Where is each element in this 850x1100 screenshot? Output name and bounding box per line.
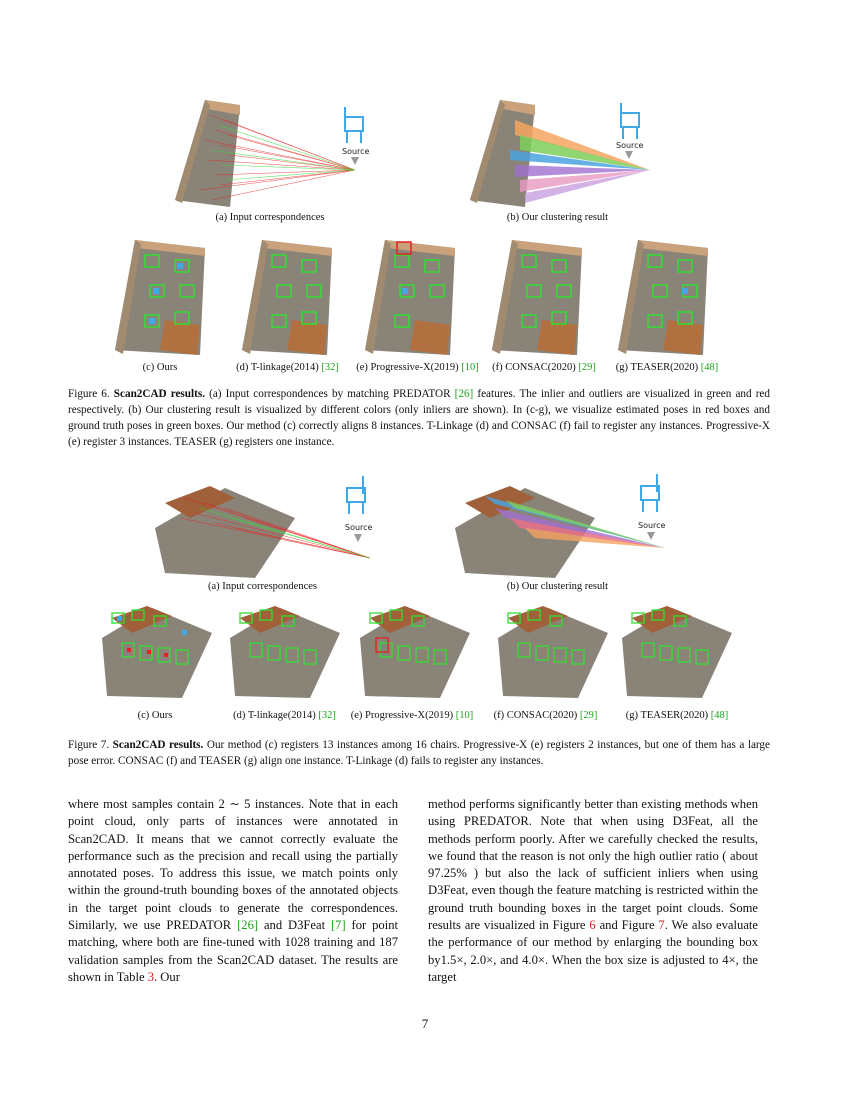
fig6-panel-f-label: (f) CONSAC(2020) [29] <box>492 362 596 373</box>
fig7a-source-label: Source <box>345 523 373 532</box>
right-paragraph: method performs significantly better than existing methods when using PREDATOR. Note that when using D3Feat, all the methods perform poorly. After we carefully checked the results, we found that the reason is not only the high outlier ratio ( about 97.25% ) but also the lack of sufficient inliers when using D3Feat, even though the feature matching is restricted within the ground truth bounding boxes in the target point clouds. Some results are visualized in Figure 6 and Figure 7. We also evaluate the performance of our method by enlarging the bounding box by1.5×, 2.0×, and 4.0×. When the box size is adjusted to 4×, the target <box>428 797 758 984</box>
fig7-panel-g-image <box>612 598 737 703</box>
figure-7 <box>0 460 850 770</box>
fig6b-source-label: Source <box>616 141 644 150</box>
fig7-panel-c-image <box>92 598 217 703</box>
body-right-column <box>428 796 758 986</box>
fig6-panel-a-label: (a) Input correspondences <box>215 212 325 223</box>
figure-7-caption: Figure 7. Scan2CAD results. Our method (c) registers 13 instances among 16 chairs. Progressive-X (e) registers 2 instances, but one of them has a large pose error. CONSAC (f) and TEASER (g) align one instance. T-Linkage (d) fails to register any instances. <box>68 739 770 767</box>
fig7-panel-e-image <box>350 598 475 703</box>
fig6-panel-b-label: (b) Our clustering result <box>506 212 609 223</box>
fig6-panel-b-image <box>465 95 675 210</box>
fig7-panel-a-image <box>135 468 385 578</box>
fig6-panel-d-label: (d) T-linkage(2014) [32] <box>236 362 339 373</box>
fig6-panel-e-image <box>355 230 467 360</box>
fig6-panel-c-image <box>105 230 217 360</box>
fig6-panel-g-image <box>608 230 720 360</box>
fig6-panel-f-image <box>482 230 594 360</box>
fig7-panel-a-label: (a) Input correspondences <box>207 581 318 592</box>
page-number: 7 <box>421 1016 429 1031</box>
figure-6 <box>0 0 850 460</box>
fig7-panel-d-image <box>220 598 345 703</box>
fig7-panel-g-label: (g) TEASER(2020) [48] <box>625 710 729 721</box>
fig7-panel-f-image <box>488 598 613 703</box>
fig6-panel-d-image <box>232 230 344 360</box>
fig7-panel-b-label: (b) Our clustering result <box>506 581 609 592</box>
left-paragraph: where most samples contain 2 ∼ 5 instances. Note that in each point cloud, only parts of instances were annotated in Scan2CAD. It means that we cannot correctly evaluate the performance such as the precision and recall using the partially annotated poses. To address this issue, we match points only within the ground-truth bounding boxes of the annotated objects in the target point clouds to generate the correspondences. Similarly, we use PREDATOR [26] and D3Feat [7] for point matching, where both are fine-tuned with 1028 training and 187 validation samples from the Scan2CAD dataset. The results are shown in Table 3. Our <box>68 797 399 984</box>
fig7-panel-f-label: (f) CONSAC(2020) [29] <box>493 710 598 721</box>
fig6a-source-label: Source <box>342 147 370 156</box>
fig6-panel-g-label: (g) TEASER(2020) [48] <box>615 362 719 373</box>
fig7-panel-d-label: (d) T-linkage(2014) [32] <box>233 710 336 721</box>
fig6-panel-a-image <box>170 95 380 210</box>
figure-6-caption: Figure 6. Scan2CAD results. (a) Input correspondences by matching PREDATOR [26] features. The inlier and outliers are visualized in green and red respectively. (b) Our clustering result is visualized by different colors (only inliers are shown). In (c-g), we visualize estimated poses in red boxes and ground truth poses in green boxes. Our method (c) correctly aligns 8 instances. T-Linkage (d) and CONSAC (f) fail to register any instances. Progressive-X (e) register 3 instances. TEASER (g) registers one instance. <box>68 388 770 448</box>
fig6-panel-c-label: (c) Ours <box>142 362 178 373</box>
body-left-column <box>68 796 398 986</box>
fig7-panel-e-label: (e) Progressive-X(2019) [10] <box>350 710 474 721</box>
fig7b-source-label: Source <box>638 521 666 530</box>
fig6-panel-e-label: (e) Progressive-X(2019) [10] <box>356 362 479 373</box>
fig7-panel-c-label: (c) Ours <box>137 710 173 721</box>
fig7-panel-b-image <box>435 468 680 578</box>
